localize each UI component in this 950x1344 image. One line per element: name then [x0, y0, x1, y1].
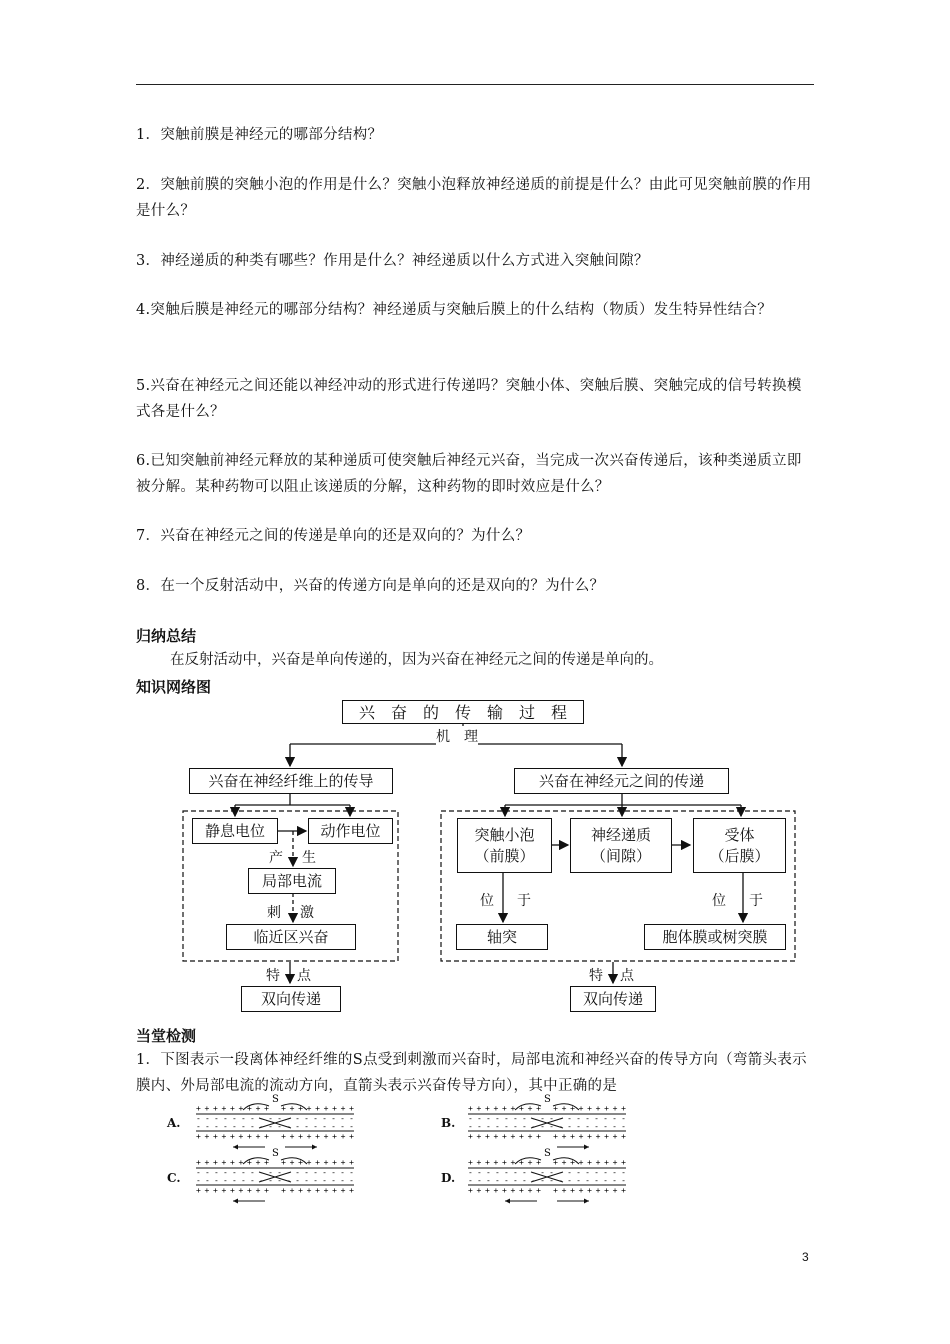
- option-c-label: C.: [167, 1171, 181, 1185]
- option-a-inner-minus-top: - - - - - - - - - - - - - - - - - -: [196, 1114, 354, 1123]
- question-5: 5.兴奋在神经元之间还能以神经冲动的形式进行传递吗？突触小体、突触后膜、突触完成的信号转换模式各是什么？: [136, 378, 802, 420]
- question-7: 7．兴奋在神经元之间的传递是单向的还是双向的？为什么？: [136, 528, 531, 544]
- option-d-outer-plus-bottom: +++++++++ +++++++++: [468, 1186, 626, 1195]
- receptor-line-2: （后膜）: [709, 846, 770, 865]
- question-4: 4.突触后膜是神经元的哪部分结构？神经递质与突触后膜上的什么结构（物质）发生特异性结合？: [136, 302, 773, 318]
- left-feature-box: 双向传递: [241, 986, 341, 1012]
- right-branch-box: 兴奋在神经元之间的传递: [514, 768, 729, 794]
- receptor-line-1: 受体: [724, 825, 755, 844]
- located-label-2-left: 于: [517, 890, 531, 910]
- question-6: 6.已知突触前神经元释放的某种递质可使突触后神经元兴奋，当完成一次兴奋传递后，该种类递质立即被分解。某种药物可以阻止该递质的分解，这种药物的即时效应是什么？: [136, 453, 802, 495]
- adjacent-excitation-box: 临近区兴奋: [226, 924, 356, 950]
- transmitter-line-1: 神经递质: [590, 825, 651, 844]
- vesicle-line-2: （前膜）: [474, 846, 535, 865]
- option-d-s-label: S: [544, 1148, 551, 1159]
- axon-box: 轴突: [456, 924, 548, 950]
- located-label-2-right: 于: [749, 890, 763, 910]
- option-d-outer-plus: +++++++++ +++++++++: [468, 1158, 626, 1167]
- option-c-s-label: S: [272, 1148, 279, 1159]
- option-a-arrowhead-left: [233, 1145, 238, 1150]
- question-1: 1．突触前膜是神经元的哪部分结构？: [136, 127, 383, 143]
- question-2: 2．突触前膜的突触小泡的作用是什么？突触小泡释放神经递质的前提是什么？由此可见突触前膜的作用是什么？: [136, 177, 812, 219]
- action-potential-box: 动作电位: [308, 818, 393, 844]
- option-d-arrowhead-left: [505, 1199, 510, 1204]
- network-heading: 知识网络图: [136, 678, 212, 696]
- option-d-inner-minus-top: - - - - - - - - - - - - - - - - - -: [468, 1168, 626, 1177]
- option-b-inner-minus-bottom: - - - - - - - - - - - - - - - - - -: [468, 1122, 626, 1131]
- produce-label-1: 产: [269, 847, 283, 867]
- page-number: 3: [802, 1250, 809, 1264]
- feature-label-2-left: 点: [297, 965, 311, 985]
- summary-heading: 归纳总结: [136, 627, 197, 645]
- option-b-inner-minus-top: - - - - - - - - - - - - - - - - - -: [468, 1114, 626, 1123]
- question-3: 3．神经递质的种类有哪些？作用是什么？神经递质以什么方式进入突触间隙？: [136, 253, 649, 269]
- feature-label-2-right: 点: [620, 965, 634, 985]
- option-b-label: B.: [441, 1116, 456, 1130]
- stimulus-label-2: 激: [300, 902, 314, 922]
- located-label-1-left: 位: [480, 890, 494, 910]
- option-c-outer-plus: +++++++++ +++++++++: [196, 1158, 354, 1167]
- option-a-inner-minus-bottom: - - - - - - - - - - - - - - - - - -: [196, 1122, 354, 1131]
- option-a-s-label: S: [272, 1094, 279, 1105]
- option-c-outer-plus-bottom: +++++++++ +++++++++: [196, 1186, 354, 1195]
- left-branch-box: 兴奋在神经纤维上的传导: [189, 768, 393, 794]
- mechanism-label: 机 理: [436, 726, 478, 746]
- question-8: 8．在一个反射活动中，兴奋的传递方向是单向的还是双向的？为什么？: [136, 578, 605, 594]
- located-label-1-right: 位: [712, 890, 726, 910]
- option-b-outer-plus-bottom: +++++++++ +++++++++: [468, 1132, 626, 1141]
- membrane-box: 胞体膜或树突膜: [644, 924, 786, 950]
- stimulus-label-1: 刺: [267, 902, 281, 922]
- option-c-inner-minus-top: - - - - - - - - - - - - - - - - - -: [196, 1168, 354, 1177]
- right-feature-box: 双向传递: [570, 986, 656, 1012]
- produce-label-2: 生: [302, 847, 316, 867]
- check-question-1: 1．下图表示一段离体神经纤维的S点受到刺激而兴奋时，局部电流和神经兴奋的传导方向（弯箭头表示膜内、外局部电流的流动方向，直箭头表示兴奋传导方向），其中正确的是: [136, 1052, 807, 1094]
- option-d-label: D.: [441, 1171, 456, 1185]
- resting-potential-box: 静息电位: [192, 818, 278, 844]
- option-a-arrowhead-right: [312, 1145, 317, 1150]
- check-heading: 当堂检测: [136, 1027, 197, 1045]
- option-b-arrowhead-right: [584, 1145, 589, 1150]
- option-c-inner-minus-bottom: - - - - - - - - - - - - - - - - - -: [196, 1176, 354, 1185]
- transmitter-line-2: （间隙）: [590, 846, 651, 865]
- option-a-outer-plus: +++++++++ +++++++++: [196, 1104, 354, 1113]
- option-d-inner-minus-bottom: - - - - - - - - - - - - - - - - - -: [468, 1176, 626, 1185]
- option-c-arrowhead-left: [233, 1199, 238, 1204]
- vesicle-line-1: 突触小泡: [474, 825, 535, 844]
- option-a-label: A.: [167, 1116, 181, 1130]
- option-d-arrowhead-right: [584, 1199, 589, 1204]
- diagram-title-box: 兴 奋 的 传 输 过 程: [342, 700, 584, 724]
- summary-text: 在反射活动中，兴奋是单向传递的，因为兴奋在神经元之间的传递是单向的。: [170, 652, 663, 668]
- local-current-box: 局部电流: [248, 868, 336, 894]
- feature-label-1-right: 特: [589, 965, 603, 985]
- option-b-outer-plus: +++++++++ +++++++++: [468, 1104, 626, 1113]
- feature-label-1-left: 特: [266, 965, 280, 985]
- option-b-s-label: S: [544, 1094, 551, 1105]
- option-a-outer-plus-bottom: +++++++++ +++++++++: [196, 1132, 354, 1141]
